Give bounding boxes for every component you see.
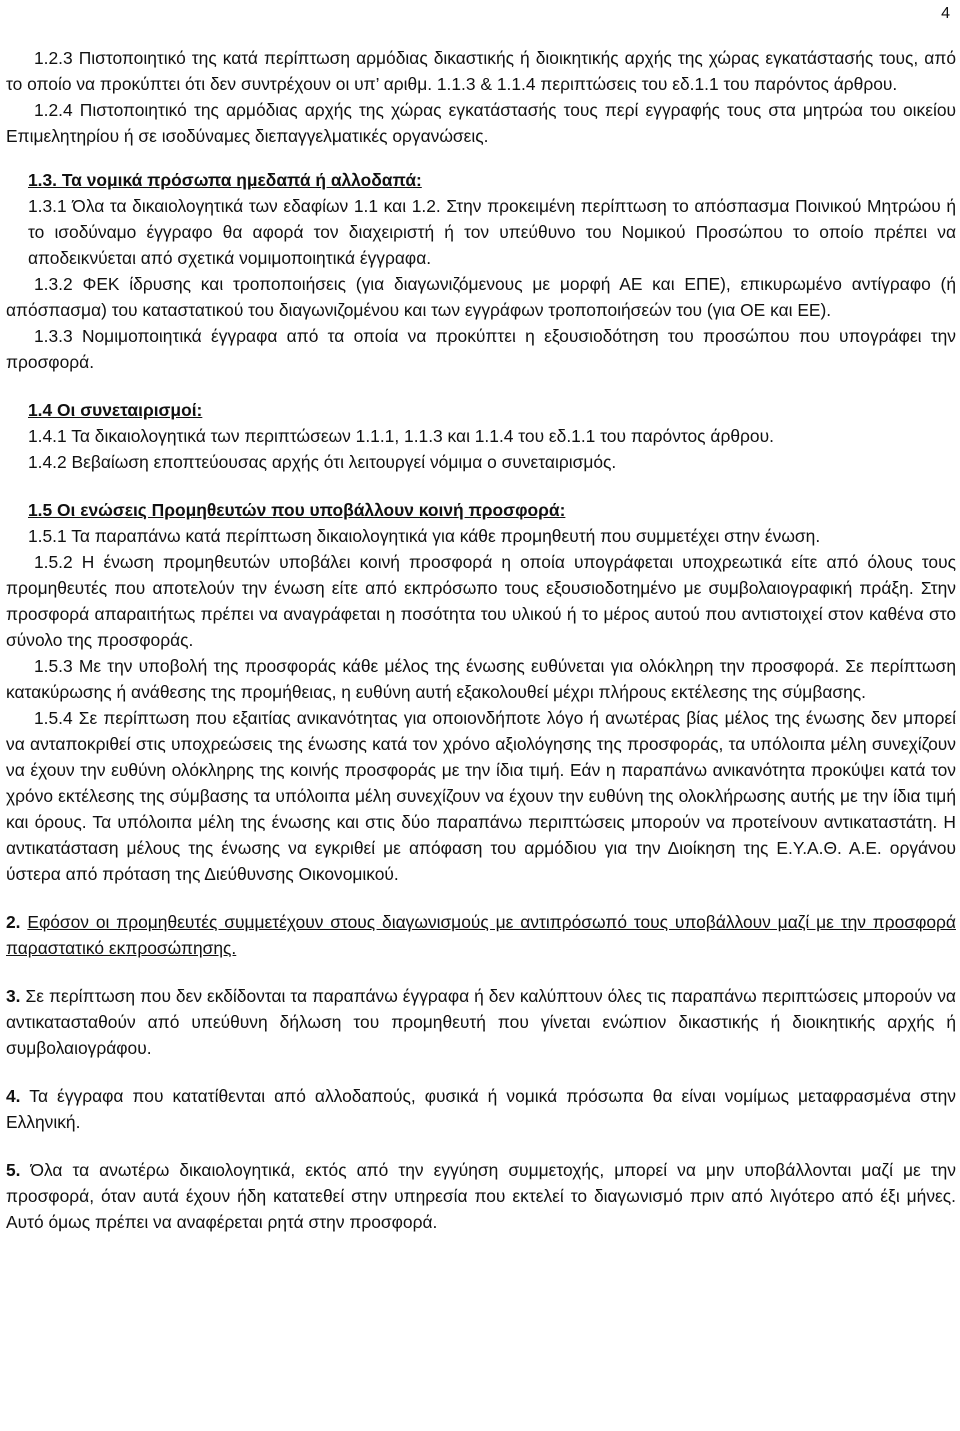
paragraph-1-3-1: 1.3.1 Όλα τα δικαιολογητικά των εδαφίων 1.1 και 1.2. Στην προκειμένη περίπτωση το απόσπασμα Ποινικού Μητρώου ή το ισοδύναμο έγγραφο θα αφορά τον διαχειριστή ή τον υπεύθυνο του Νομικού Προσώπου το οποίο πρέπει να αποδεικνύεται από σχετικά νομιμοποιητικά έγγραφα.	[28, 196, 956, 268]
item-number: 5.	[6, 1160, 21, 1180]
item-number: 3.	[6, 986, 21, 1006]
numbered-item-5	[6, 1157, 956, 1235]
numbered-item-4	[6, 1083, 956, 1135]
section-heading-1-4: 1.4 Οι συνεταιρισμοί:	[28, 400, 203, 420]
section-heading-1-5: 1.5 Οι ενώσεις Προμηθευτών που υποβάλλουν κοινή προσφορά:	[28, 500, 566, 520]
document-body	[6, 45, 956, 1235]
item-text: Σε περίπτωση που δεν εκδίδονται τα παραπάνω έγγραφα ή δεν καλύπτουν όλες τις παραπάνω περιπτώσεις μπορούν να αντικατασταθούν από υπεύθυνη δήλωση του προμηθευτή που γίνεται ενώπιον δικαστικής ή διοικητικής αρχής ή συμβολαιογράφου.	[6, 986, 956, 1058]
paragraph-1-5-2: 1.5.2 Η ένωση προμηθευτών υποβάλει κοινή προσφορά η οποία υπογράφεται υποχρεωτικά είτε από όλους τους προμηθευτές που αποτελούν την ένωση είτε από εκπρόσωπο τους εξουσιοδοτημένο με συμβολαιογραφική πράξη. Στην προσφορά απαραιτήτως πρέπει να αναγράφεται η ποσότητα του υλικού ή το μέρος αυτού που αντιστοιχεί στον καθένα στο σύνολο της προσφοράς.	[6, 552, 956, 650]
item-text: Τα έγγραφα που κατατίθενται από αλλοδαπούς, φυσικά ή νομικά πρόσωπα θα είναι νομίμως μεταφρασμένα στην Ελληνική.	[6, 1086, 956, 1132]
paragraph-1-2-4: 1.2.4 Πιστοποιητικό της αρμόδιας αρχής της χώρας εγκατάστασής τους περί εγγραφής τους στα μητρώα του οικείου Επιμελητηρίου ή σε ισοδύναμες διεπαγγελματικές οργανώσεις.	[6, 100, 956, 146]
numbered-item-2	[6, 909, 956, 961]
item-number: 2.	[6, 912, 21, 932]
item-number: 4.	[6, 1086, 21, 1106]
paragraph-1-4-1: 1.4.1 Τα δικαιολογητικά των περιπτώσεων 1.1.1, 1.1.3 και 1.1.4 του εδ.1.1 του παρόντος άρθρου.	[28, 426, 774, 446]
paragraph-1-5-1: 1.5.1 Τα παραπάνω κατά περίπτωση δικαιολογητικά για κάθε προμηθευτή που συμμετέχει στην ένωση.	[28, 526, 821, 546]
section-heading-1-3: 1.3. Τα νομικά πρόσωπα ημεδαπά ή αλλοδαπά:	[28, 170, 422, 190]
page-number: 4	[941, 5, 950, 22]
paragraph-1-3-3: 1.3.3 Νομιμοποιητικά έγγραφα από τα οποία να προκύπτει η εξουσιοδότηση του προσώπου που υπογράφει την προσφορά.	[6, 326, 956, 372]
paragraph-1-5-4: 1.5.4 Σε περίπτωση που εξαιτίας ανικανότητας για οποιονδήποτε λόγο ή ανωτέρας βίας μέλος της ένωσης δεν μπορεί να ανταποκριθεί στις υποχρεώσεις της ένωσης κατά τον χρόνο αξιολόγησης της προσφοράς, τα υπόλοιπα μέλη συνεχίζουν να έχουν την ευθύνη ολόκληρης της κοινής προσφοράς με την ίδια τιμή. Εάν η παραπάνω ανικανότητα προκύψει κατά τον χρόνο εκτέλεσης της σύμβασης τα υπόλοιπα μέλη συνεχίζουν να έχουν την ευθύνη της ολοκλήρωσης αυτής με την ίδια τιμή και όρους. Τα υπόλοιπα μέλη της ένωσης και στις δύο παραπάνω περιπτώσεις μπορούν να προτείνουν αντικαταστάτη. Η αντικατάσταση μέλους της ένωσης να εγκριθεί με απόφαση του αρμόδιου για την Διοίκηση της Ε.Υ.Α.Θ. Α.Ε. οργάνου ύστερα από πρόταση της Διεύθυνσης Οικονομικού.	[6, 708, 956, 884]
numbered-item-3	[6, 983, 956, 1061]
paragraph-1-3-2: 1.3.2 ΦΕΚ ίδρυσης και τροποποιήσεις (για διαγωνιζόμενους με μορφή ΑΕ και ΕΠΕ), επικυρωμένο αντίγραφο (ή απόσπασμα) του καταστατικού του διαγωνιζομένου και των εγγράφων τροποποιήσεών του (για ΟΕ και ΕΕ).	[6, 274, 956, 320]
item-text: Όλα τα ανωτέρω δικαιολογητικά, εκτός από την εγγύηση συμμετοχής, μπορεί να μην υποβάλλονται μαζί με την προσφορά, όταν αυτά έχουν ήδη κατατεθεί στην υπηρεσία που εκτελεί το διαγωνισμό πριν από λιγότερο από έξι μήνες. Αυτό όμως πρέπει να αναφέρεται ρητά στην προσφορά.	[6, 1160, 956, 1232]
paragraph-1-5-3: 1.5.3 Με την υποβολή της προσφοράς κάθε μέλος της ένωσης ευθύνεται για ολόκληρη την προσφορά. Σε περίπτωση κατακύρωσης ή ανάθεσης της προμήθειας, η ευθύνη αυτή εξακολουθεί μέχρι πλήρους εκτέλεσης της σύμβασης.	[6, 656, 956, 702]
paragraph-1-4-2: 1.4.2 Βεβαίωση εποπτεύουσας αρχής ότι λειτουργεί νόμιμα ο συνεταιρισμός.	[28, 452, 617, 472]
paragraph-1-2-3: 1.2.3 Πιστοποιητικό της κατά περίπτωση αρμόδιας δικαστικής ή διοικητικής αρχής της χώρας εγκατάστασής τους, από το οποίο να προκύπτει ότι δεν συντρέχουν οι υπ’ αριθμ. 1.1.3 & 1.1.4 περιπτώσεις του εδ.1.1 του παρόντος άρθρου.	[6, 48, 956, 94]
item-text: Εφόσον οι προμηθευτές συμμετέχουν στους διαγωνισμούς με αντιπρόσωπό τους υποβάλλουν μαζί με την προσφορά παραστατικό εκπροσώπησης.	[6, 912, 956, 958]
